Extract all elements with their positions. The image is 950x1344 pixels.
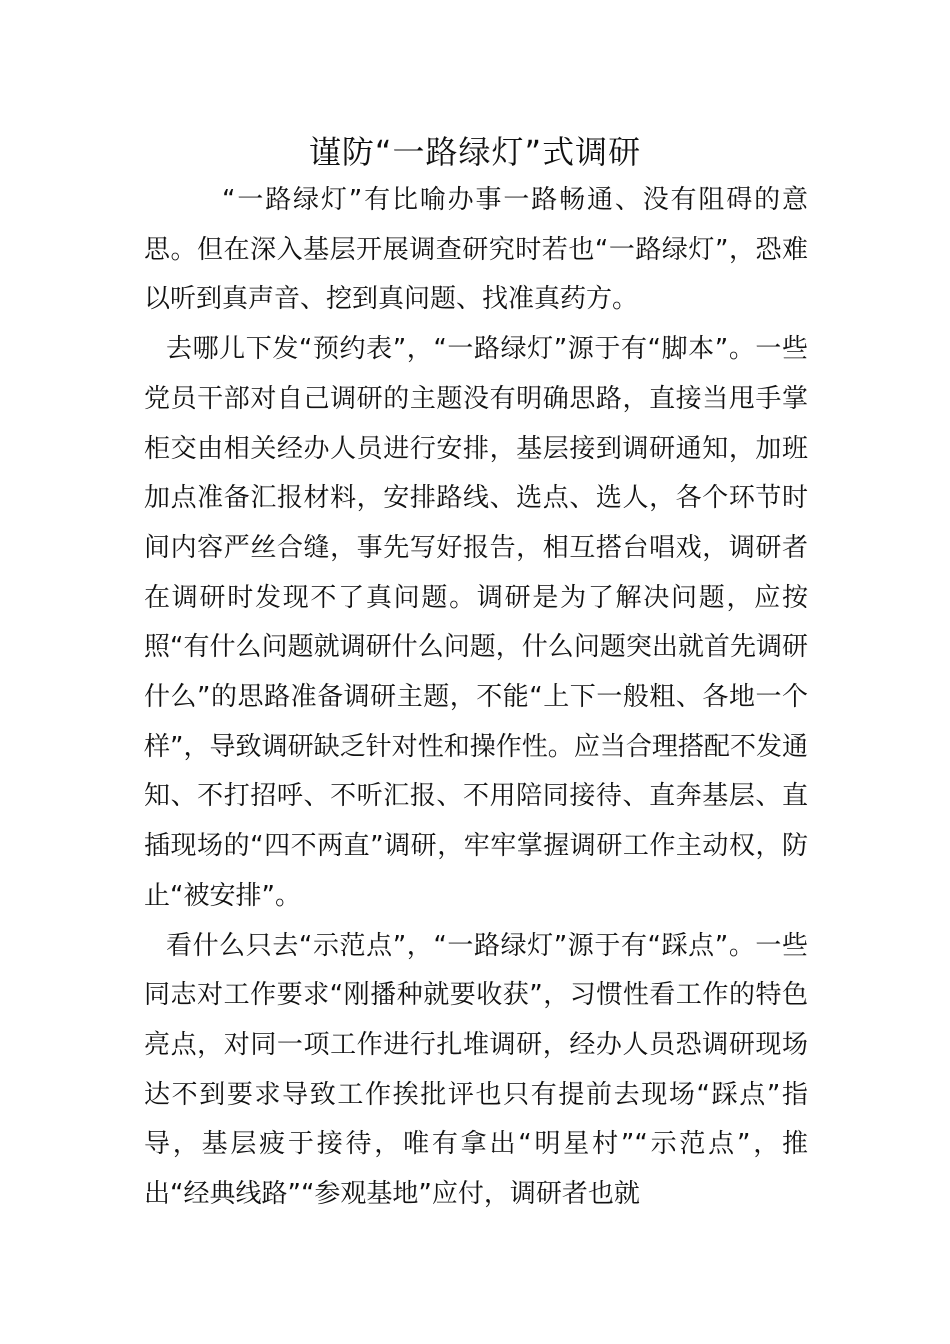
document-body xyxy=(144,176,808,1220)
paragraph-demonstration: 看什么只去“示范点”，“一路绿灯”源于有“踩点”。一些同志对工作要求“刚播种就要收获”，习惯性看工作的特色亮点，对同一项工作进行扎堆调研，经办人员恐调研现场达不到要求导致工作挨批评也只有提前去现场“踩点”指导，基层疲于接待，唯有拿出“明星村”“示范点”，推出“经典线路”“参观基地”应付，调研者也就 xyxy=(144,930,808,1210)
paragraph-reservation: 去哪儿下发“预约表”，“一路绿灯”源于有“脚本”。一些党员干部对自己调研的主题没有明确思路，直接当甩手掌柜交由相关经办人员进行安排，基层接到调研通知，加班加点准备汇报材料，安排路线、选点、选人，各个环节时间内容严丝合缝，事先写好报告，相互搭台唱戏，调研者在调研时发现不了真问题。调研是为了解决问题，应按照“有什么问题就调研什么问题，什么问题突出就首先调研什么”的思路准备调研主题，不能“上下一般粗、各地一个样”，导致调研缺乏针对性和操作性。应当合理搭配不发通知、不打招呼、不听汇报、不用陪同接待、直奔基层、直插现场的“四不两直”调研，牢牢掌握调研工作主动权，防止“被安排”。 xyxy=(144,334,808,911)
document-title: 谨防“一路绿灯”式调研 xyxy=(308,133,642,171)
paragraph-intro: “一路绿灯”有比喻办事一路畅通、没有阻碍的意思。但在深入基层开展调查研究时若也“一路绿灯”，恐难以听到真声音、挖到真问题、找准真药方。 xyxy=(144,185,808,315)
